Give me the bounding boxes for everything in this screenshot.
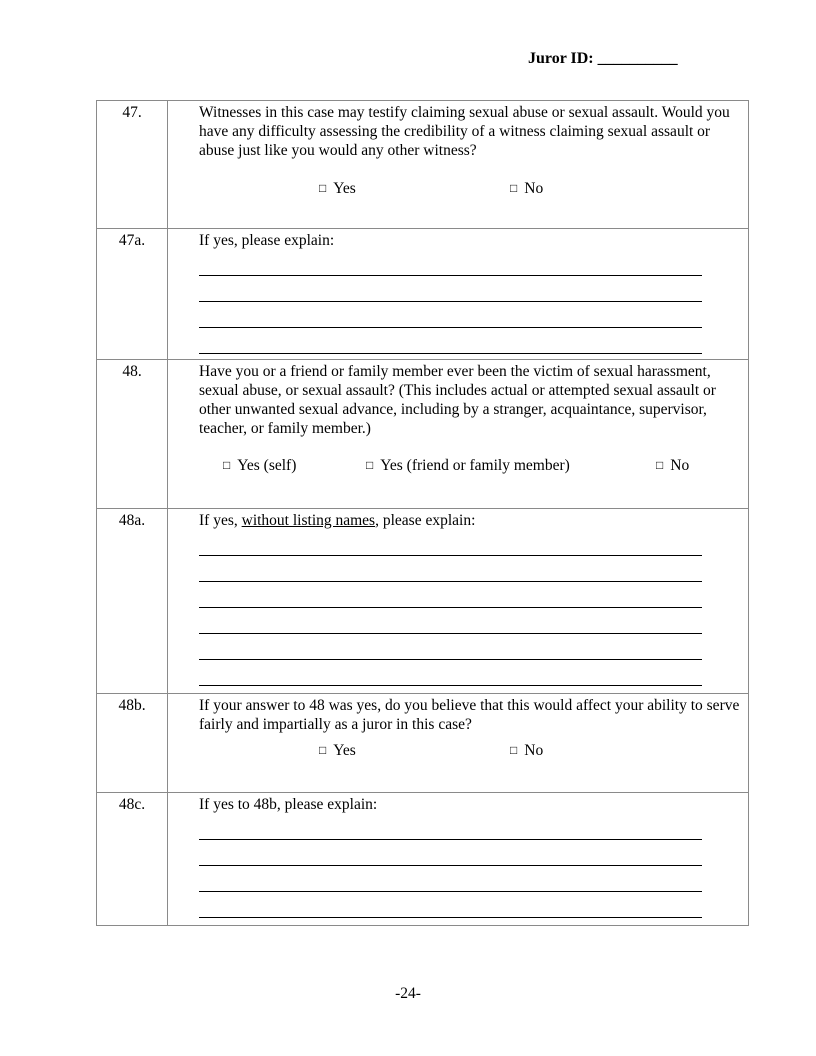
- question-number: 48c.: [118, 796, 146, 813]
- answer-lines: [168, 250, 748, 354]
- option-yes[interactable]: [319, 179, 356, 198]
- question-text: If your answer to 48 was yes, do you believe that this would affect your ability to serve fairly and impartially as a juror in this case?: [199, 697, 740, 733]
- option-yes-self[interactable]: [223, 456, 296, 475]
- question-row-48a: [97, 509, 749, 694]
- question-row-47a: [97, 229, 749, 360]
- answer-options: [168, 456, 748, 475]
- question-text: Witnesses in this case may testify claiming sexual abuse or sexual assault. Would you have any difficulty assessing the credibility of a witness claiming sexual assault or abuse just like you would any other witness?: [199, 104, 730, 159]
- checkbox-icon[interactable]: □: [510, 181, 518, 195]
- question-body-cell: [168, 101, 749, 229]
- question-row-48b: [97, 694, 749, 793]
- answer-line[interactable]: [199, 556, 702, 582]
- question-body-cell: [168, 360, 749, 509]
- answer-lines: [168, 530, 748, 686]
- checkbox-icon[interactable]: □: [319, 181, 327, 195]
- answer-line[interactable]: [199, 866, 702, 892]
- question-text-emphasis: without listing names: [241, 512, 376, 529]
- option-label: Yes: [333, 742, 356, 759]
- question-body-cell: [168, 229, 749, 360]
- option-no[interactable]: [510, 741, 543, 760]
- question-body-cell: [168, 509, 749, 694]
- option-label: Yes (self): [237, 457, 297, 474]
- answer-line[interactable]: [199, 840, 702, 866]
- answer-line[interactable]: [199, 814, 702, 840]
- answer-options: [168, 179, 748, 198]
- question-number-cell: [97, 360, 168, 509]
- question-text: If yes, please explain:: [199, 232, 335, 249]
- question-row-48: [97, 360, 749, 509]
- answer-lines: [168, 814, 748, 918]
- option-no[interactable]: [656, 456, 689, 475]
- question-text: Have you or a friend or family member ever been the victim of sexual harassment, sexual abuse, or sexual assault? (This includes actual or attempted sexual assault or other unwanted sexual advance, including by a stranger, acquaintance, supervisor, teacher, or family member.): [199, 363, 716, 437]
- question-number-cell: [97, 229, 168, 360]
- option-label: No: [524, 180, 544, 197]
- option-label: Yes (friend or family member): [380, 457, 570, 474]
- question-text-prefix: If yes,: [199, 512, 242, 529]
- answer-line[interactable]: [199, 250, 702, 276]
- question-number: 48b.: [118, 697, 146, 714]
- question-body-cell: [168, 694, 749, 793]
- answer-line[interactable]: [199, 608, 702, 634]
- questionnaire-table: [96, 100, 749, 926]
- question-row-47: [97, 101, 749, 229]
- checkbox-icon[interactable]: □: [319, 743, 327, 757]
- answer-line[interactable]: [199, 276, 702, 302]
- question-number: 48a.: [118, 512, 146, 529]
- option-no[interactable]: [510, 179, 543, 198]
- answer-line[interactable]: [199, 530, 702, 556]
- question-number: 47a.: [118, 232, 146, 249]
- question-text: If yes to 48b, please explain:: [199, 796, 378, 813]
- question-text: [168, 509, 748, 530]
- question-body-cell: [168, 793, 749, 926]
- question-number-cell: [97, 509, 168, 694]
- option-label: Yes: [333, 180, 356, 197]
- checkbox-icon[interactable]: □: [366, 458, 374, 472]
- option-yes-friend-family[interactable]: [366, 456, 570, 475]
- question-number-cell: [97, 694, 168, 793]
- answer-line[interactable]: [199, 892, 702, 918]
- option-label: No: [670, 457, 690, 474]
- question-number: 48.: [122, 363, 142, 380]
- answer-line[interactable]: [199, 328, 702, 354]
- page-number: -24-: [395, 985, 421, 1002]
- answer-options: [168, 741, 748, 760]
- question-row-48c: [97, 793, 749, 926]
- question-text-suffix: , please explain:: [375, 512, 476, 529]
- checkbox-icon[interactable]: □: [656, 458, 664, 472]
- question-number-cell: [97, 101, 168, 229]
- option-label: No: [524, 742, 544, 759]
- question-number-cell: [97, 793, 168, 926]
- checkbox-icon[interactable]: □: [223, 458, 231, 472]
- question-number: 47.: [122, 104, 142, 121]
- option-yes[interactable]: [319, 741, 356, 760]
- juror-id-label: Juror ID: __________: [528, 50, 678, 67]
- checkbox-icon[interactable]: □: [510, 743, 518, 757]
- answer-line[interactable]: [199, 582, 702, 608]
- answer-line[interactable]: [199, 660, 702, 686]
- answer-line[interactable]: [199, 302, 702, 328]
- answer-line[interactable]: [199, 634, 702, 660]
